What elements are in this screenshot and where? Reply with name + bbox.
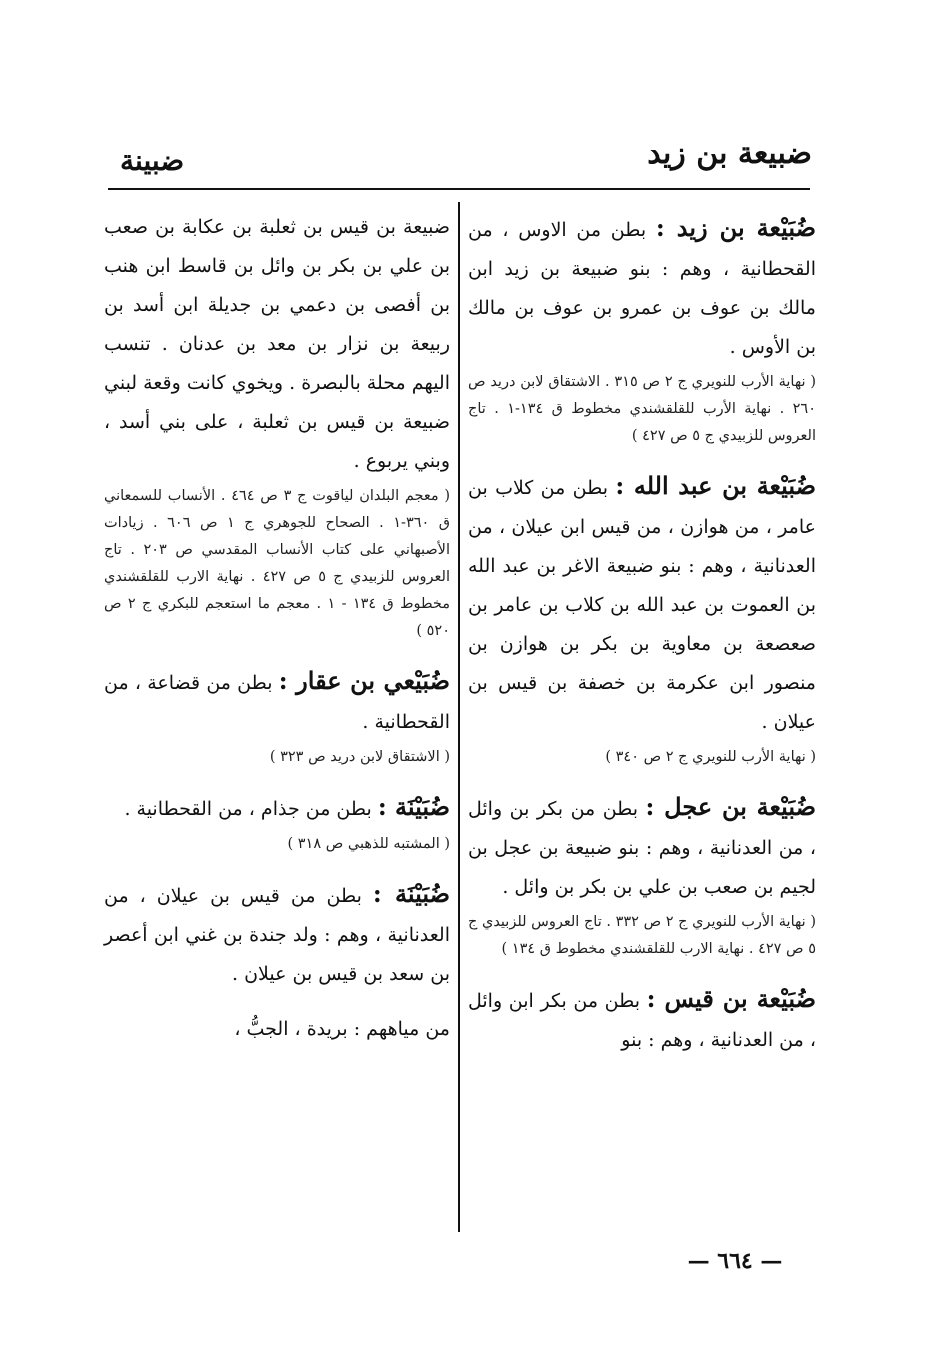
entry [104, 787, 450, 858]
entry-headword: ضُبَيْنَة : [377, 792, 450, 821]
entry-body: من مياههم : بريدة ، الجبُّ ، [234, 1018, 450, 1040]
entry-body: بطن من بكر ابن وائل ، من العدنانية ، وهم : بنو [468, 990, 816, 1051]
entry-body: بطن من جذام ، من القحطانية . [124, 798, 372, 820]
entry-text [468, 208, 816, 367]
entry-headword: ضُبَيْعة بن زيد : [655, 213, 816, 242]
page-number: — ٦٦٤ — [687, 1248, 783, 1274]
header-rule [108, 188, 810, 190]
entry [468, 466, 816, 771]
entry [104, 661, 450, 771]
entry-headword: ضُبَيْعة بن عجل : [645, 792, 816, 821]
running-header-left: ضبينة [120, 144, 185, 177]
entry [468, 787, 816, 963]
entry-headword: ضُبَيْنَة : [372, 879, 450, 908]
entry-sources: ( معجم البلدان لياقوت ج ٣ ص ٤٦٤ . الأنساب للسمعاني ق ٣٦٠-١ . الصحاح للجوهري ج ١ ص ٦٠٦ . زيادات الأصبهاني على كتاب الأنساب المقدسي ص ٢٠٣ . تاج العروس للزبيدي ج ٥ ص ٤٢٧ . نهاية الارب للقلقشندي مخطوط ق ١٣٤ - ١ . معجم ما استعجم للبكري ج ٢ ص ٥٢٠ ) [104, 488, 451, 639]
entry-sources: ( نهاية الأرب للنويري ج ٢ ص ٣١٥ . الاشتقاق لابن دريد ص ٢٦٠ . نهاية الأرب للقلقشندي مخطوط ق ١٣٤-١ . تاج العروس للزبيدي ج ٥ ص ٤٢٧ ) [468, 374, 817, 444]
entry-text [104, 208, 450, 481]
entry-sources: ( المشتبه للذهبي ص ٣١٨ ) [287, 836, 450, 852]
left-column [104, 208, 450, 1065]
entry-text [104, 874, 450, 994]
entry-sources: ( نهاية الأرب للنويري ج ٢ ص ٣٣٢ . تاج العروس للزبيدي ج ٥ ص ٤٢٧ . نهاية الارب للقلقشندي مخطوط ق ١٣٤ ) [468, 914, 816, 957]
entry [104, 208, 450, 645]
entry-headword: ضُبَيْعة بن عبد الله : [615, 471, 816, 500]
entry-body: بطن من الاوس ، من القحطانية ، وهم : بنو ضبيعة بن زيد ابن مالك بن عوف بن عمرو بن عوف بن مالك بن الأوس . [468, 219, 816, 358]
entry-body: ضبيعة بن قيس بن ثعلبة بن عكابة بن صعب بن علي بن بكر بن وائل بن قاسط ابن هنب بن أفصى بن دعمي بن جديلة ابن أسد بن ربيعة بن نزار بن معد بن عدنان . تنسب اليهم محلة بالبصرة . ويخوي كانت وقعة لبني ضبيعة بن قيس بن ثعلبة ، على بني أسد ، وبني يربوع . [104, 216, 450, 472]
entry [468, 979, 816, 1060]
running-header-right: ضبيعة بن زيد [647, 136, 812, 171]
entry [104, 1010, 450, 1049]
entry-text [104, 787, 450, 829]
entry-sources: ( الاشتقاق لابن دريد ص ٣٢٣ ) [269, 749, 450, 765]
entry-text [468, 979, 816, 1060]
entry-headword: ضُبَيْعة بن قيس : [646, 984, 817, 1013]
entry-text [104, 1010, 450, 1049]
entry-body: بطن من قيس بن عيلان ، من العدنانية ، وهم : ولد جندة بن غني ابن أعصر بن سعد بن قيس بن عيلان . [104, 885, 450, 985]
entry [468, 208, 816, 450]
entry-text [468, 787, 816, 907]
entry-body: بطن من كلاب بن عامر ، من هوازن ، من قيس ابن عيلان ، من العدنانية ، وهم : بنو ضبيعة الاغر بن عبد الله بن العموت بن عبد الله بن كلاب بن عامر بن صعصعة بن معاوية بن بكر بن هوازن بن منصور ابن عكرمة بن خصفة بن قيس بن عيلان . [468, 477, 816, 733]
column-divider [458, 202, 460, 1232]
entry-headword: ضُبَيْعي بن عقار : [278, 666, 451, 695]
entry-body: بطن من قضاعة ، من القحطانية . [104, 672, 450, 733]
right-column [468, 208, 816, 1076]
entry-body: بطن من بكر بن وائل ، من العدنانية ، وهم : بنو ضبيعة بن عجل بن لجيم بن صعب بن علي بن بكر بن وائل . [468, 798, 816, 898]
entry [104, 874, 450, 994]
entry-text [468, 466, 816, 742]
entry-text [104, 661, 450, 742]
entry-sources: ( نهاية الأرب للنويري ج ٢ ص ٣٤٠ ) [605, 749, 816, 765]
